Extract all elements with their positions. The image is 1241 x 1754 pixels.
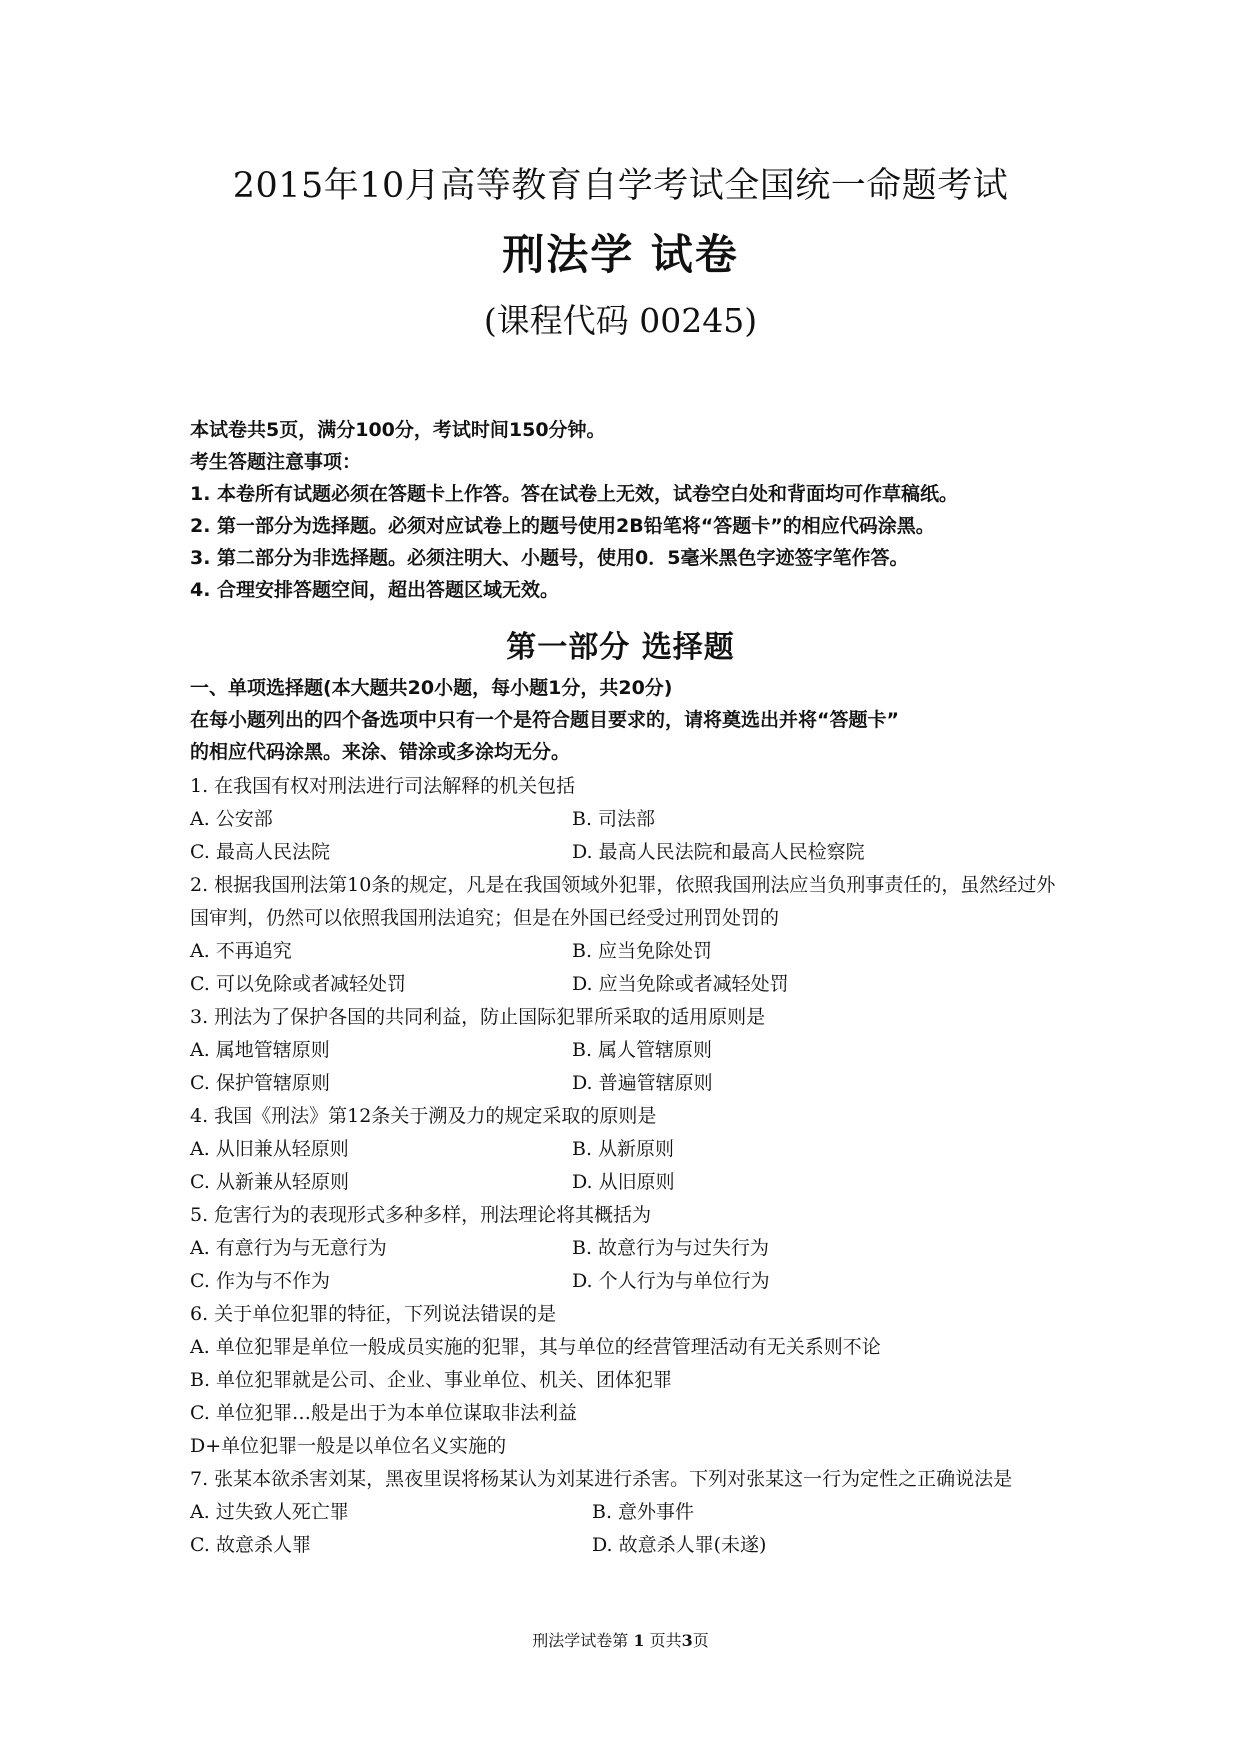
footer-page-number: 1 — [633, 1631, 645, 1650]
option-c: C. 单位犯罪…般是出于为本单位谋取非法利益 — [190, 1402, 577, 1424]
option-row — [190, 1232, 1090, 1265]
notice-line: 考生答题注意事项： — [190, 451, 362, 473]
option-a: A. 过失致人死亡罪 — [190, 1501, 349, 1523]
question-item — [190, 770, 1090, 869]
instruction-line: 在每小题列出的四个备选项中只有一个是符合题目要求的，请将奠选出并将“答题卡” — [190, 709, 899, 731]
question-stem: 5. 危害行为的表现形式多种多样，刑法理论将其概括为 — [190, 1204, 652, 1226]
option-a: A. 公安部 — [190, 808, 273, 830]
question-stem: 1. 在我国有权对刑法进行司法解释的机关包括 — [190, 775, 576, 797]
instructions-block — [190, 672, 1090, 768]
option-row — [190, 1166, 1090, 1199]
option-d: D. 个人行为与单位行为 — [572, 1270, 770, 1292]
question-item — [190, 1463, 1090, 1562]
option-row — [190, 968, 1090, 1001]
option-b: B. 单位犯罪就是公司、企业、事业单位、机关、团体犯罪 — [190, 1369, 673, 1391]
option-d: D+单位犯罪一般是以单位名义实施的 — [190, 1435, 507, 1457]
option-d: D. 普遍管辖原则 — [572, 1072, 713, 1094]
option-b: B. 司法部 — [572, 808, 656, 830]
option-b: B. 故意行为与过失行为 — [572, 1237, 770, 1259]
option-b: B. 属人管辖原则 — [572, 1039, 713, 1061]
option-b: B. 从新原则 — [572, 1138, 675, 1160]
question-stem: 2. 根据我国刑法第10条的规定，凡是在我国领域外犯罪，依照我国刑法应当负刑事责任的，虽然经过外国审判，仍然可以依照我国刑法追究；但是在外国已经受过刑罚处罚的 — [190, 874, 1056, 929]
option-row — [190, 935, 1090, 968]
option-row — [190, 1133, 1090, 1166]
option-row — [190, 1067, 1090, 1100]
instruction-line: 一、单项选择题(本大题共20小题，每小题1分，共20分) — [190, 677, 673, 699]
footer-suffix: 页 — [692, 1631, 709, 1650]
footer-prefix: 刑法学试卷第 — [532, 1631, 629, 1650]
option-c: C. 作为与不作为 — [190, 1270, 330, 1292]
question-item — [190, 869, 1090, 1001]
option-c: C. 故意杀人罪 — [190, 1534, 311, 1556]
notice-line: 3. 第二部分为非选择题。必须注明大、小题号，使用0．5毫米黑色字迹签字笔作答。 — [190, 547, 909, 569]
option-c: C. 保护管辖原则 — [190, 1072, 330, 1094]
question-stem: 3. 刑法为了保护各国的共同利益，防止国际犯罪所采取的适用原则是 — [190, 1006, 766, 1028]
notice-line: 本试卷共5页，满分100分，考试时间150分钟。 — [190, 419, 606, 441]
question-item — [190, 1100, 1090, 1199]
option-d: D. 故意杀人罪(未遂) — [592, 1534, 767, 1556]
notice-block — [190, 414, 1090, 606]
question-stem: 6. 关于单位犯罪的特征，下列说法错误的是 — [190, 1303, 557, 1325]
option-row — [190, 1496, 1090, 1529]
exam-title: 刑法学 试卷 — [502, 230, 739, 279]
option-row — [190, 803, 1090, 836]
questions-list — [190, 770, 1090, 1562]
option-row — [190, 836, 1090, 869]
option-d: D. 从旧原则 — [572, 1171, 675, 1193]
option-row — [190, 1529, 1090, 1562]
question-item — [190, 1298, 1090, 1463]
option-row — [190, 1265, 1090, 1298]
option-b: B. 意外事件 — [592, 1501, 695, 1523]
notice-line: 2. 第一部分为选择题。必须对应试卷上的题号使用2B铅笔将“答题卡”的相应代码涂黑。 — [190, 515, 935, 537]
exam-header-line: 2015年10月高等教育自学考试全国统一命题考试 — [232, 166, 1009, 206]
option-d: D. 应当免除或者减轻处罚 — [572, 973, 789, 995]
option-b: B. 应当免除处罚 — [572, 940, 713, 962]
option-row — [190, 1034, 1090, 1067]
question-stem: 4. 我国《刑法》第12条关于溯及力的规定采取的原则是 — [190, 1105, 657, 1127]
page-footer — [0, 1628, 1241, 1651]
option-a: A. 有意行为与无意行为 — [190, 1237, 387, 1259]
option-c: C. 从新兼从轻原则 — [190, 1171, 349, 1193]
course-code: (课程代码 00245) — [483, 301, 758, 340]
option-c: C. 最高人民法院 — [190, 841, 330, 863]
question-stem: 7. 张某本欲杀害刘某，黑夜里误将杨某认为刘某进行杀害。下列对张某这一行为定性之正确说法是 — [190, 1468, 1013, 1490]
option-a: A. 属地管辖原则 — [190, 1039, 330, 1061]
option-a: A. 不再追究 — [190, 940, 292, 962]
option-a: A. 从旧兼从轻原则 — [190, 1138, 349, 1160]
option-c: C. 可以免除或者减轻处罚 — [190, 973, 406, 995]
question-item — [190, 1001, 1090, 1100]
option-a: A. 单位犯罪是单位一般成员实施的犯罪，其与单位的经营管理活动有无关系则不论 — [190, 1336, 881, 1358]
option-d: D. 最高人民法院和最高人民检察院 — [572, 841, 865, 863]
footer-middle: 页共 — [649, 1631, 682, 1650]
notice-line: 4. 合理安排答题空间，超出答题区域无效。 — [190, 579, 560, 601]
question-item — [190, 1199, 1090, 1298]
instruction-line: 的相应代码涂黑。来涂、错涂或多涂均无分。 — [190, 741, 571, 763]
notice-line: 1. 本卷所有试题必须在答题卡上作答。答在试卷上无效，试卷空白处和背面均可作草稿纸。 — [190, 483, 959, 505]
footer-total-pages: 3 — [681, 1631, 693, 1650]
section-title: 第一部分 选择题 — [506, 630, 735, 665]
